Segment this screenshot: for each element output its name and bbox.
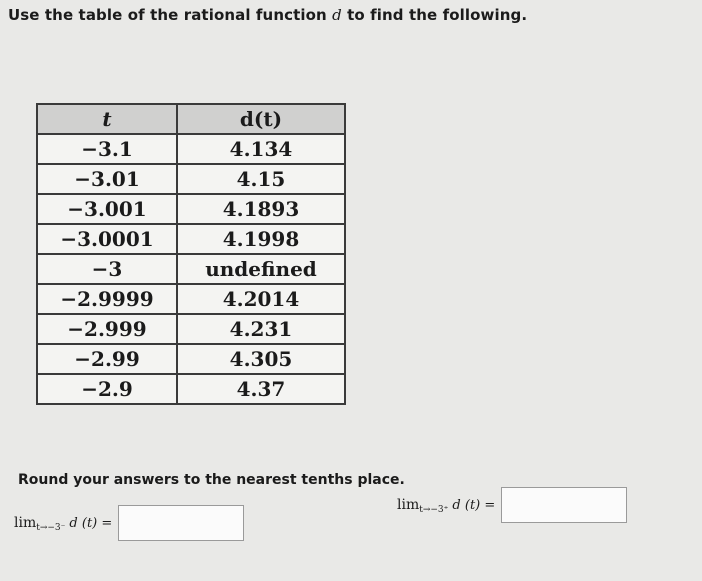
d-cell: 4.1893 (177, 194, 345, 224)
function-value-table (36, 103, 346, 405)
table-row (37, 194, 345, 224)
table-header-row (37, 104, 345, 134)
table-row (37, 254, 345, 284)
header-t: t (37, 104, 177, 134)
t-cell: −2.99 (37, 344, 177, 374)
lim-label: lim (397, 497, 420, 513)
table-row (37, 374, 345, 404)
t-cell: −2.999 (37, 314, 177, 344)
t-cell: −3.1 (37, 134, 177, 164)
function-name: d (332, 6, 342, 24)
right-limit-question (397, 487, 627, 523)
table-row (37, 344, 345, 374)
right-limit-answer-input[interactable] (501, 487, 627, 523)
d-cell: undefined (177, 254, 345, 284)
table-row (37, 164, 345, 194)
d-cell: 4.1998 (177, 224, 345, 254)
t-cell: −3 (37, 254, 177, 284)
lim-label: lim (14, 515, 37, 531)
lim-expression: d (t) = (69, 515, 113, 531)
d-cell: 4.305 (177, 344, 345, 374)
instruction-text (8, 6, 527, 24)
t-cell: −2.9999 (37, 284, 177, 314)
t-cell: −3.001 (37, 194, 177, 224)
table-row (37, 134, 345, 164)
table-row (37, 284, 345, 314)
lim-subscript: t→−3⁻ (36, 523, 66, 533)
lim-expression: d (t) = (452, 497, 496, 513)
left-limit-question (14, 505, 244, 541)
d-cell: 4.37 (177, 374, 345, 404)
left-limit-answer-input[interactable] (118, 505, 244, 541)
table-row (37, 314, 345, 344)
t-cell: −2.9 (37, 374, 177, 404)
d-cell: 4.2014 (177, 284, 345, 314)
table-row (37, 224, 345, 254)
lim-subscript: t→−3⁺ (419, 505, 449, 515)
rounding-instruction: Round your answers to the nearest tenths place. (18, 472, 405, 488)
d-cell: 4.15 (177, 164, 345, 194)
t-cell: −3.0001 (37, 224, 177, 254)
instruction-text-before: Use the table of the rational function (8, 6, 333, 24)
d-cell: 4.231 (177, 314, 345, 344)
instruction-text-after: to find the following. (341, 6, 528, 24)
t-cell: −3.01 (37, 164, 177, 194)
d-cell: 4.134 (177, 134, 345, 164)
header-d-of-t: d(t) (177, 104, 345, 134)
